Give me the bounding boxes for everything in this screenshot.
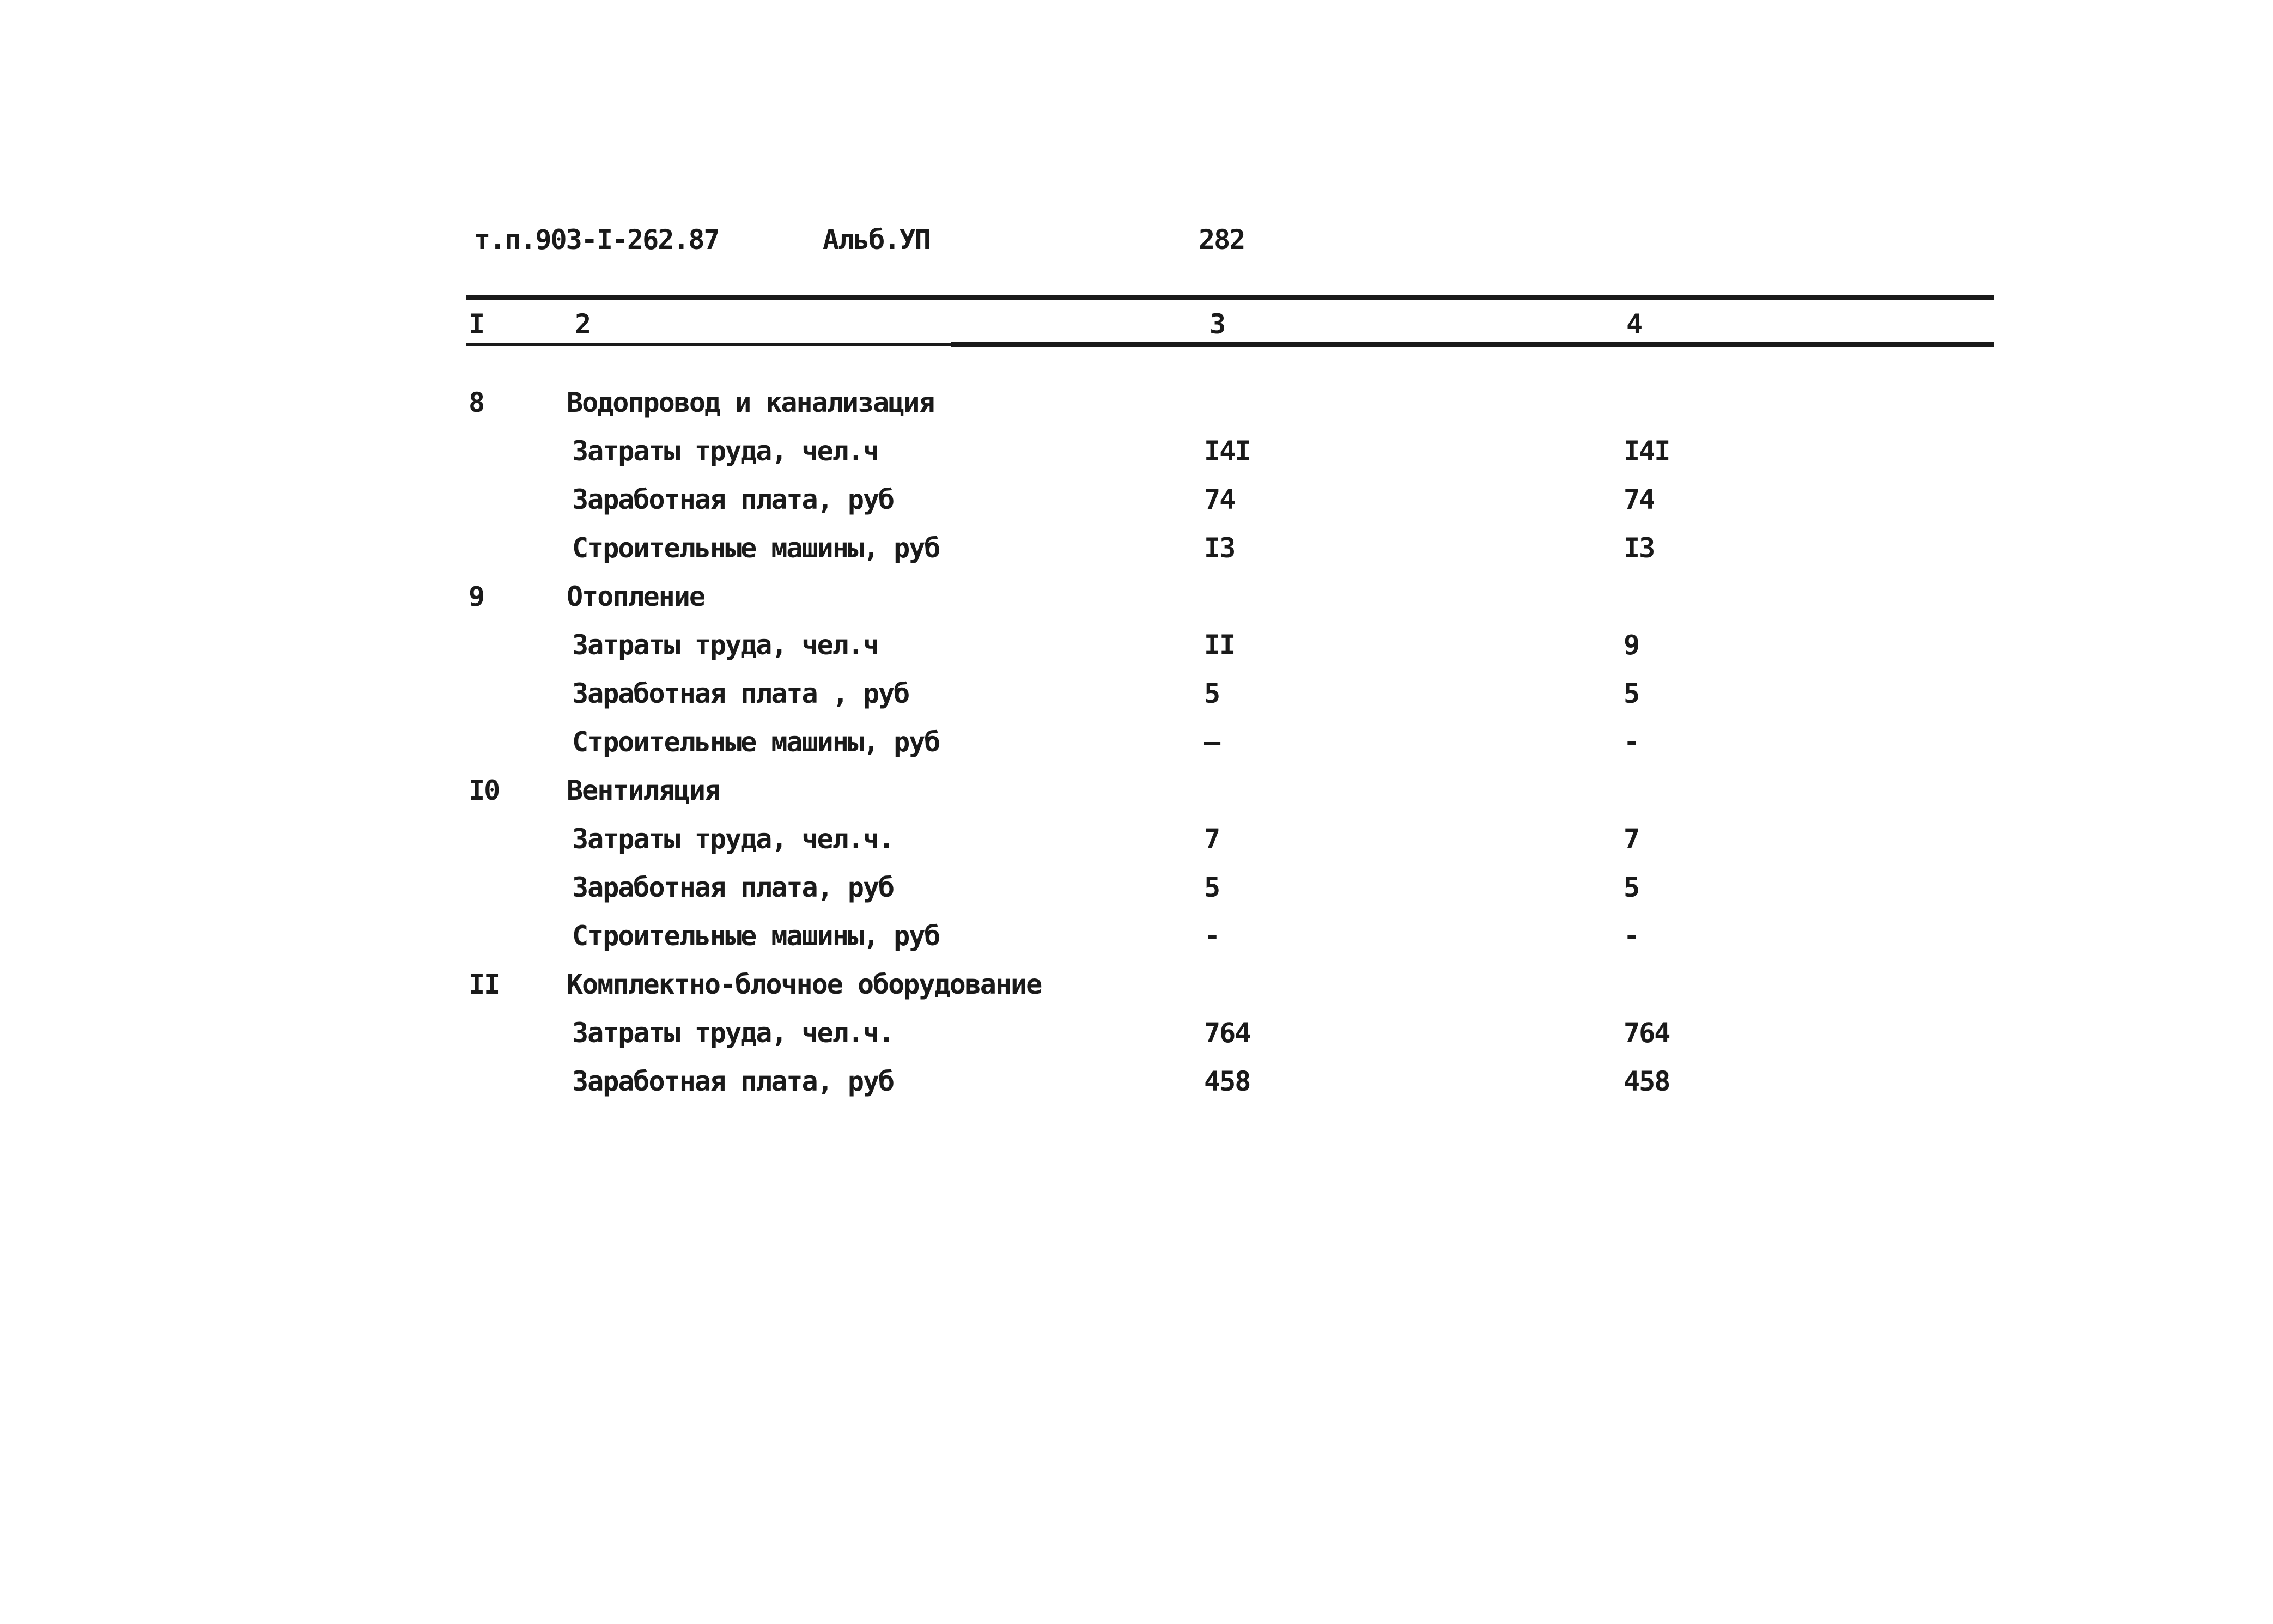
item-label: Строительные машины, руб [572, 726, 940, 758]
item-label: Заработная плата, руб [572, 484, 894, 515]
table-row [0, 621, 2273, 670]
table-row [0, 1009, 2273, 1057]
table-top-rule [466, 295, 1994, 300]
table-row [0, 863, 2273, 912]
value-col-3: - [1204, 920, 1220, 952]
item-label: Заработная плата, руб [572, 1066, 894, 1097]
album-label: Альб.УП [823, 224, 930, 256]
section-title: Вентиляция [567, 775, 720, 806]
column-header-4: 4 [1626, 308, 1643, 340]
item-label: Заработная плата , руб [572, 678, 909, 709]
value-col-4: - [1624, 920, 1639, 952]
item-label: Строительные машины, руб [572, 920, 940, 952]
item-label: Затраты труда, чел.ч [572, 629, 879, 661]
value-col-3: I4I [1204, 435, 1250, 467]
row-number: I0 [469, 775, 500, 806]
value-col-3: 764 [1204, 1017, 1250, 1049]
header-bottom-rule-right [951, 342, 1994, 347]
header-bottom-rule-left [466, 343, 951, 346]
item-label: Заработная плата, руб [572, 872, 894, 903]
table-body [0, 379, 2273, 1106]
value-col-4: I4I [1624, 435, 1670, 467]
item-label: Затраты труда, чел.ч [572, 435, 879, 467]
value-col-3: II [1204, 629, 1235, 661]
column-header-2: 2 [575, 308, 592, 340]
value-col-3: 74 [1204, 484, 1235, 515]
value-col-3: 5 [1204, 678, 1220, 709]
value-col-4: 7 [1624, 823, 1639, 855]
column-header-3: 3 [1210, 308, 1226, 340]
section-title: Комплектно-блочное оборудование [567, 969, 1042, 1000]
value-col-4: - [1624, 726, 1639, 758]
table-row [0, 670, 2273, 718]
value-col-4: 9 [1624, 629, 1639, 661]
table-row [0, 960, 2273, 1009]
value-col-4: 5 [1624, 872, 1639, 903]
value-col-3: – [1204, 726, 1220, 758]
column-header-1: I [469, 308, 485, 340]
row-number: 9 [469, 581, 484, 612]
row-number: 8 [469, 387, 484, 418]
value-col-4: 764 [1624, 1017, 1670, 1049]
value-col-4: 458 [1624, 1066, 1670, 1097]
section-title: Водопровод и канализация [567, 387, 934, 418]
table-row [0, 379, 2273, 427]
table-row [0, 573, 2273, 621]
table-row [0, 767, 2273, 815]
row-number: II [469, 969, 500, 1000]
document-code: т.п.903-I-262.87 [474, 224, 719, 256]
value-col-3: 458 [1204, 1066, 1250, 1097]
value-col-4: 74 [1624, 484, 1655, 515]
table-row [0, 718, 2273, 767]
value-col-4: 5 [1624, 678, 1639, 709]
value-col-3: I3 [1204, 532, 1235, 564]
value-col-3: 7 [1204, 823, 1220, 855]
item-label: Затраты труда, чел.ч. [572, 823, 894, 855]
table-row [0, 912, 2273, 960]
value-col-3: 5 [1204, 872, 1220, 903]
section-title: Отопление [567, 581, 704, 612]
table-row [0, 524, 2273, 573]
item-label: Строительные машины, руб [572, 532, 940, 564]
page-number: 282 [1199, 224, 1245, 256]
table-row [0, 476, 2273, 524]
table-row [0, 1057, 2273, 1106]
table-row [0, 427, 2273, 476]
value-col-4: I3 [1624, 532, 1655, 564]
item-label: Затраты труда, чел.ч. [572, 1017, 894, 1049]
table-row [0, 815, 2273, 863]
